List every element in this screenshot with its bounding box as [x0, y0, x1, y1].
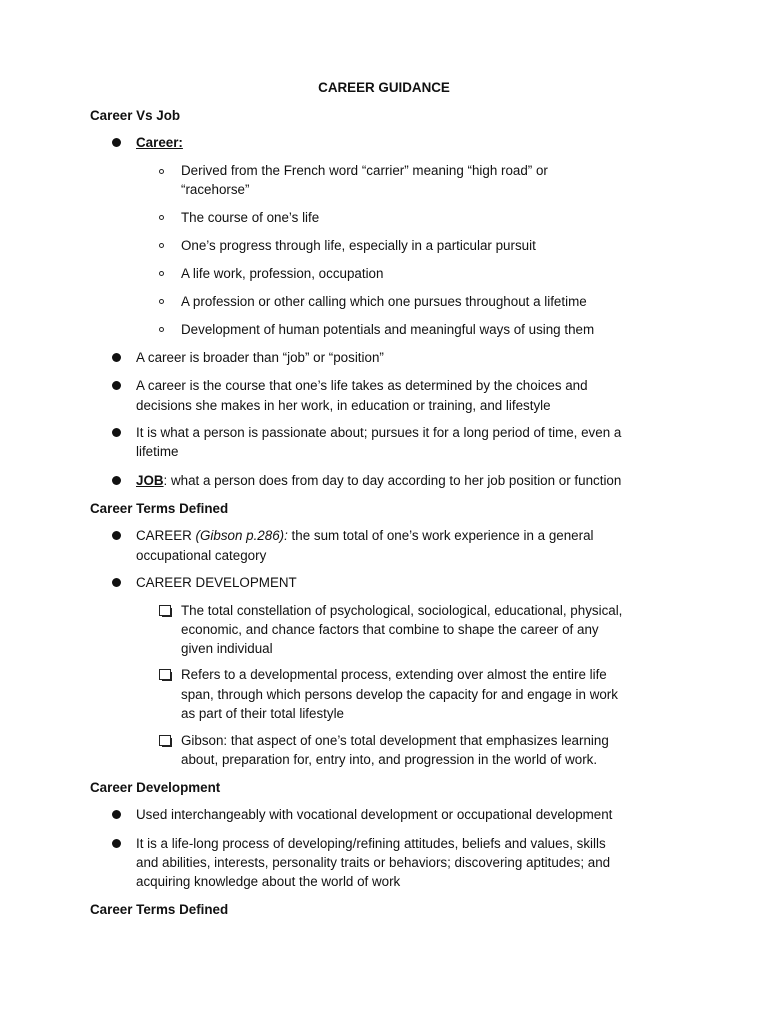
list-item: A career is broader than “job” or “position” [136, 350, 384, 365]
career-development-term: CAREER DEVELOPMENT [136, 575, 297, 590]
bullet-icon [112, 476, 121, 485]
sub-item-cont: span, through which persons develop the capacity for and engage in work [181, 687, 618, 702]
sub-item-cont: economic, and chance factors that combine to shape the career of any [181, 622, 599, 637]
list-item-cont: acquiring knowledge about the world of work [136, 874, 401, 889]
job-definition: JOB: what a person does from day to day according to her job position or function [136, 473, 622, 488]
bullet-icon [112, 531, 121, 540]
page-title: CAREER GUIDANCE [318, 80, 450, 95]
sub-item-cont: given individual [181, 641, 273, 656]
sub-item: A life work, profession, occupation [181, 266, 384, 281]
checkbox-bullet-icon [159, 605, 171, 616]
career-term-definition: CAREER (Gibson p.286): the sum total of one’s work experience in a general [136, 528, 594, 543]
bullet-icon [112, 353, 121, 362]
sub-item-cont: about, preparation for, entry into, and progression in the world of work. [181, 752, 598, 767]
heading-career-vs-job: Career Vs Job [90, 108, 181, 123]
bullet-icon [112, 428, 121, 437]
sub-item: Refers to a developmental process, extending over almost the entire life [181, 667, 607, 682]
list-item-cont: decisions she makes in her work, in education or training, and lifestyle [136, 398, 551, 413]
checkbox-bullet-icon [159, 735, 171, 746]
bullet-icon [112, 839, 121, 848]
career-label: Career: [136, 135, 183, 150]
career-term-definition-cont: occupational category [136, 548, 267, 563]
bullet-icon [112, 138, 121, 147]
circle-bullet-icon [159, 327, 164, 332]
checkbox-bullet-icon [159, 669, 171, 680]
circle-bullet-icon [159, 215, 164, 220]
list-item: It is what a person is passionate about; pursues it for a long period of time, even a [136, 425, 622, 440]
sub-item-cont: “racehorse” [181, 182, 250, 197]
sub-item: Development of human potentials and meaningful ways of using them [181, 322, 595, 337]
heading-career-terms-defined: Career Terms Defined [90, 501, 229, 516]
sub-item: A profession or other calling which one pursues throughout a lifetime [181, 294, 587, 309]
bullet-icon [112, 381, 121, 390]
bullet-icon [112, 810, 121, 819]
circle-bullet-icon [159, 271, 164, 276]
list-item: It is a life-long process of developing/refining attitudes, beliefs and values, skills [136, 836, 606, 851]
sub-item: Derived from the French word “carrier” meaning “high road” or [181, 163, 548, 178]
heading-career-development: Career Development [90, 780, 221, 795]
heading-career-terms-defined-2: Career Terms Defined [90, 902, 229, 917]
sub-item: Gibson: that aspect of one’s total development that emphasizes learning [181, 733, 609, 748]
sub-item-cont: as part of their total lifestyle [181, 706, 344, 721]
circle-bullet-icon [159, 299, 164, 304]
list-item: Used interchangeably with vocational development or occupational development [136, 807, 613, 822]
list-item-cont: and abilities, interests, personality traits or behaviors; discovering aptitudes; and [136, 855, 611, 870]
list-item: A career is the course that one’s life takes as determined by the choices and [136, 378, 588, 393]
bullet-icon [112, 578, 121, 587]
sub-item: The total constellation of psychological, sociological, educational, physical, [181, 603, 623, 618]
list-item-cont: lifetime [136, 444, 179, 459]
circle-bullet-icon [159, 243, 164, 248]
circle-bullet-icon [159, 169, 164, 174]
sub-item: One’s progress through life, especially in a particular pursuit [181, 238, 536, 253]
sub-item: The course of one’s life [181, 210, 320, 225]
